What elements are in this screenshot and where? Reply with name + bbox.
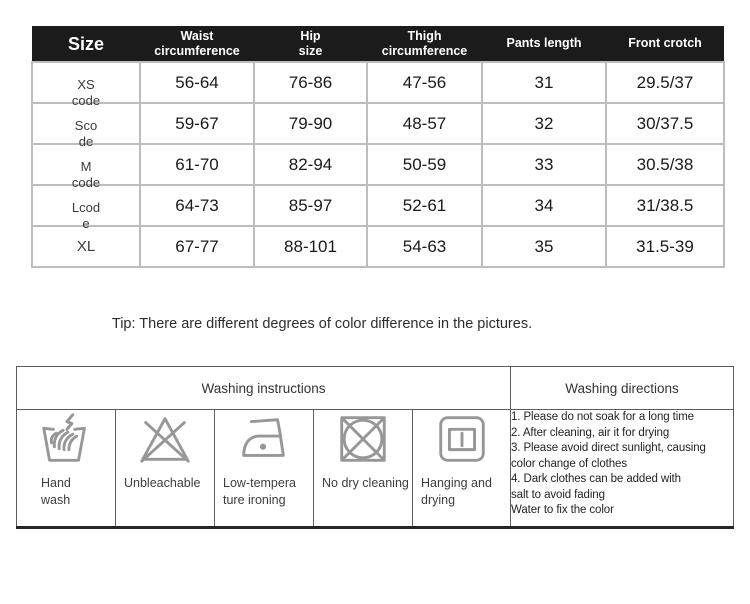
value-cell: 31	[482, 62, 606, 103]
directions-line: color change of clothes	[511, 457, 627, 470]
value-cell: 30/37.5	[606, 103, 724, 144]
care-item-label: Hand wash	[41, 476, 71, 507]
value-cell: 29.5/37	[606, 62, 724, 103]
washing-directions-header: Washing directions	[511, 367, 734, 410]
value-cell: 31/38.5	[606, 185, 724, 226]
header-front-crotch: Front crotch	[606, 26, 724, 62]
washing-directions-cell	[511, 410, 734, 528]
size-row-m	[32, 144, 724, 185]
value-cell: 67-77	[140, 226, 254, 267]
header-waist-circumference: Waist circumference	[140, 26, 254, 62]
size-name-cell	[32, 62, 140, 108]
directions-line: Water to fix the color	[511, 504, 614, 516]
value-cell: 64-73	[140, 185, 254, 226]
care-item-hand-wash	[17, 410, 116, 528]
directions-line: 2. After cleaning, air it for drying	[511, 426, 670, 439]
size-name-cell	[32, 226, 140, 267]
care-item-hanging-and-drying	[413, 410, 511, 528]
size-name-label: XL	[76, 238, 96, 255]
header-thigh-circumference: Thigh circumference	[367, 26, 482, 62]
directions-line: 4. Dark clothes can be added with	[511, 473, 681, 485]
value-cell: 59-67	[140, 103, 254, 144]
care-item-label: Unbleachable	[124, 476, 201, 490]
size-table-header-row	[32, 26, 724, 62]
value-cell: 30.5/38	[606, 144, 724, 185]
size-name-cell	[32, 185, 140, 231]
value-cell: 33	[482, 144, 606, 185]
directions-line: salt to avoid fading	[511, 488, 605, 501]
size-name-label: Sco de	[74, 117, 98, 149]
value-cell: 48-57	[367, 103, 482, 144]
washing-instructions-header: Washing instructions	[17, 367, 511, 410]
value-cell: 82-94	[254, 144, 367, 185]
header-hip-size: Hip size	[254, 26, 367, 62]
value-cell: 56-64	[140, 62, 254, 103]
directions-line: 1. Please do not soak for a long time	[511, 411, 694, 423]
washing-header-row	[17, 367, 734, 410]
value-cell: 61-70	[140, 144, 254, 185]
value-cell: 76-86	[254, 62, 367, 103]
directions-line: 3. Please avoid direct sunlight, causing	[511, 442, 706, 454]
value-cell: 52-61	[367, 185, 482, 226]
value-cell: 34	[482, 185, 606, 226]
value-cell: 54-63	[367, 226, 482, 267]
care-item-label: Low-tempera ture ironing	[223, 476, 296, 507]
value-cell: 32	[482, 103, 606, 144]
size-row-l	[32, 185, 724, 226]
size-name-label: M code	[71, 158, 101, 190]
care-item-low-temperature-ironing	[215, 410, 314, 528]
size-row-xs	[32, 62, 724, 103]
value-cell: 47-56	[367, 62, 482, 103]
size-row-xl	[32, 226, 724, 267]
size-row-s	[32, 103, 724, 144]
washing-care-table	[16, 366, 734, 529]
value-cell: 35	[482, 226, 606, 267]
value-cell: 31.5-39	[606, 226, 724, 267]
size-name-cell	[32, 103, 140, 149]
value-cell: 88-101	[254, 226, 367, 267]
tip-text: Tip: There are different degrees of color difference in the pictures.	[111, 316, 533, 332]
care-item-no-dry-cleaning	[314, 410, 413, 528]
header-size: Size	[32, 26, 140, 62]
size-name-cell	[32, 144, 140, 190]
washing-body-row	[17, 410, 734, 528]
low-temperature-ironing-icon	[235, 410, 293, 468]
size-name-label: Lcod e	[71, 199, 101, 231]
hanging-and-drying-icon	[433, 410, 491, 468]
value-cell: 50-59	[367, 144, 482, 185]
care-item-label: No dry cleaning	[322, 476, 409, 490]
care-item-unbleachable	[116, 410, 215, 528]
no-dry-cleaning-icon	[334, 410, 392, 468]
value-cell: 79-90	[254, 103, 367, 144]
hand-wash-icon	[37, 410, 95, 468]
unbleachable-icon	[136, 410, 194, 468]
care-item-label: Hanging and drying	[421, 476, 492, 507]
size-chart-table	[31, 26, 725, 268]
size-name-label: XS code	[71, 76, 101, 108]
header-pants-length: Pants length	[482, 26, 606, 62]
value-cell: 85-97	[254, 185, 367, 226]
